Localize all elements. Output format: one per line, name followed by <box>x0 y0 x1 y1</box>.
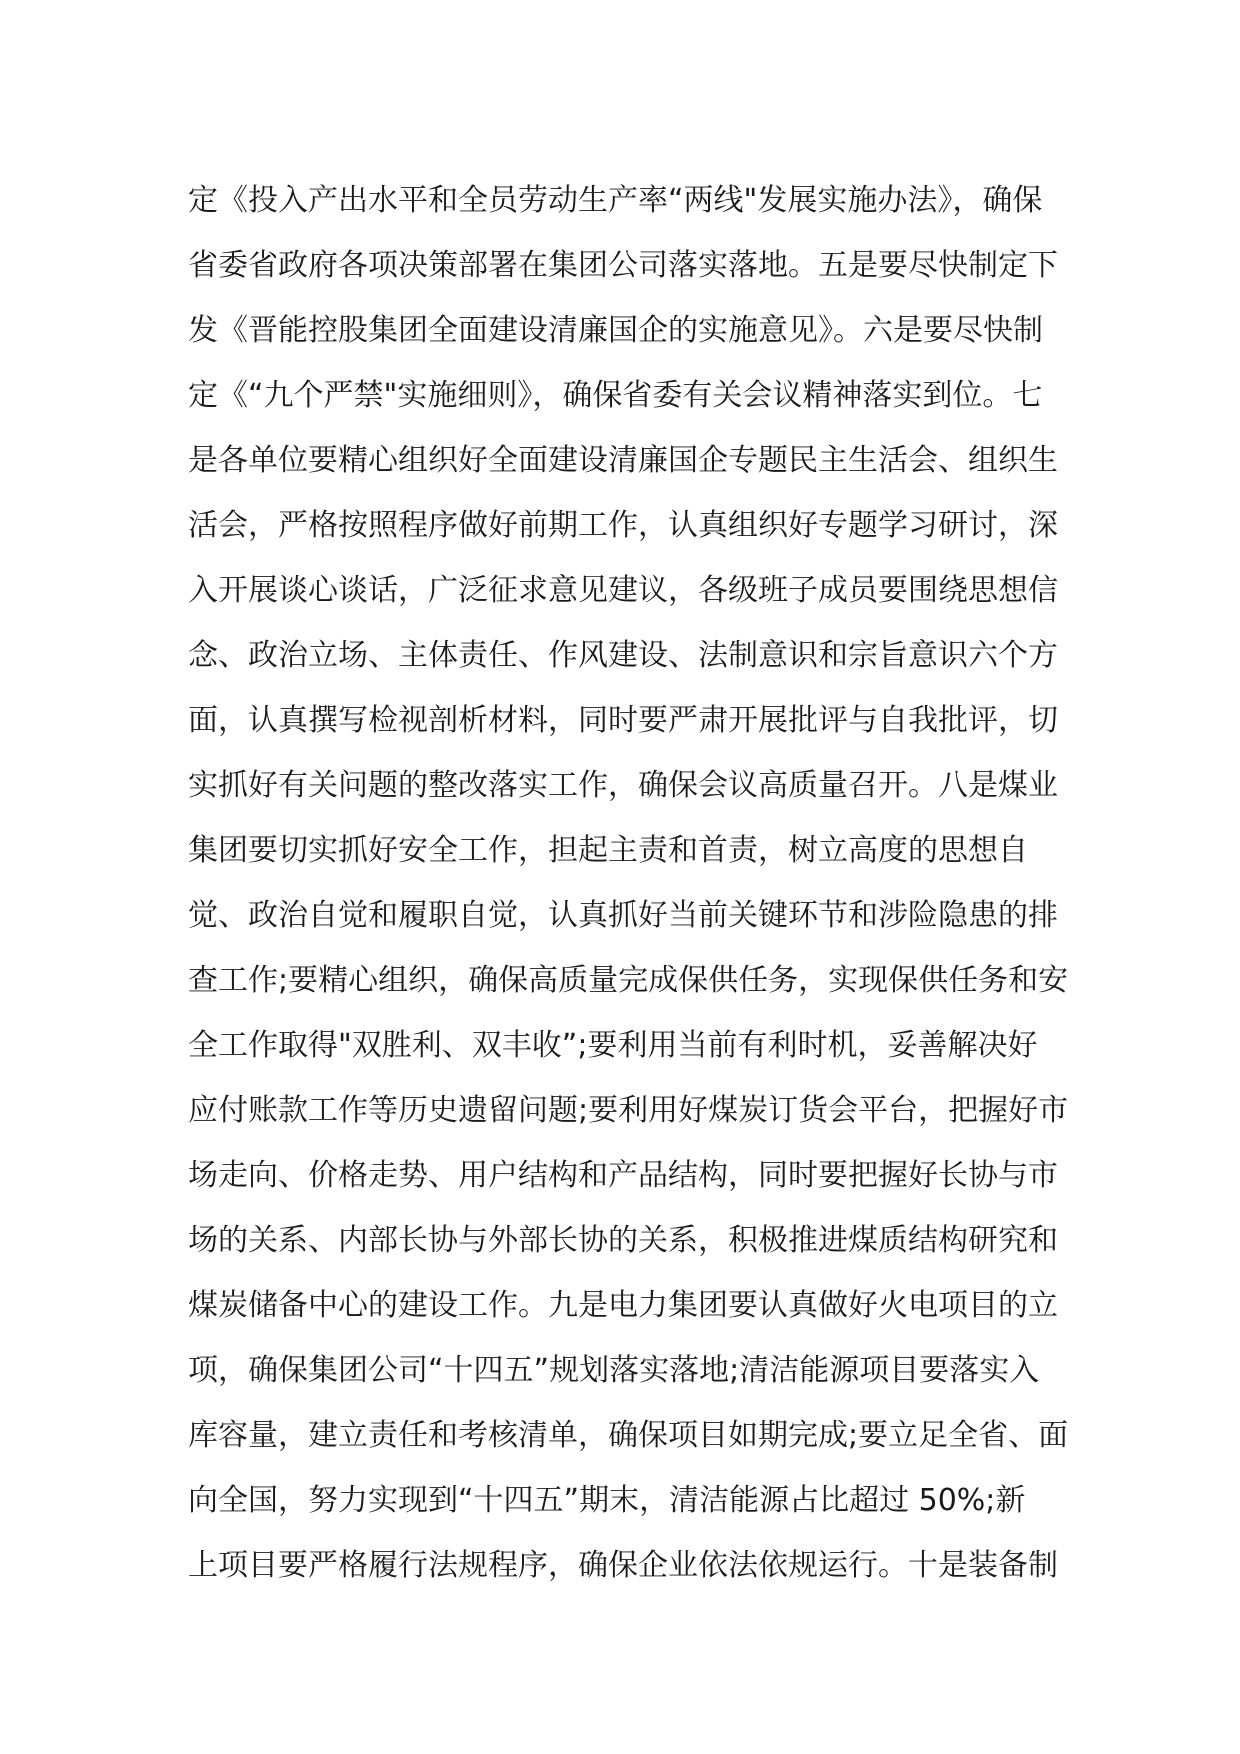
text-line: 念、政治立场、主体责任、作风建设、法制意识和宗旨意识六个方 <box>188 638 1058 673</box>
text-line: 查工作;要精心组织，确保高质量完成保供任务，实现保供任务和安 <box>188 963 1069 998</box>
text-line: 项，确保集团公司“十四五”规划落实落地;清洁能源项目要落实入 <box>188 1353 1040 1388</box>
text-line: 库容量，建立责任和考核清单，确保项目如期完成;要立足全省、面 <box>188 1418 1069 1453</box>
text-line: 上项目要严格履行法规程序，确保企业依法依规运行。十是装备制 <box>188 1548 1058 1583</box>
text-line: 场走向、价格走势、用户结构和产品结构，同时要把握好长协与市 <box>188 1158 1058 1193</box>
text-line: 入开展谈心谈话，广泛征求意见建议，各级班子成员要围绕思想信 <box>188 573 1058 608</box>
text-line: 活会，严格按照程序做好前期工作，认真组织好专题学习研讨，深 <box>188 508 1058 543</box>
text-line: 煤炭储备中心的建设工作。九是电力集团要认真做好火电项目的立 <box>188 1288 1058 1323</box>
text-line: 定《投入产出水平和全员劳动生产率“两线"发展实施办法》，确保 <box>188 183 1043 218</box>
text-line: 集团要切实抓好安全工作，担起主责和首责，树立高度的思想自 <box>188 833 1028 868</box>
text-line: 省委省政府各项决策部署在集团公司落实落地。五是要尽快制定下 <box>188 248 1058 283</box>
text-line: 面，认真撰写检视剖析材料，同时要严肃开展批评与自我批评，切 <box>188 703 1058 738</box>
text-line: 应付账款工作等历史遗留问题;要利用好煤炭订货会平台，把握好市 <box>188 1093 1069 1128</box>
text-line: 定《“九个严禁"实施细则》，确保省委有关会议精神落实到位。七 <box>188 378 1043 413</box>
text-line: 实抓好有关问题的整改落实工作，确保会议高质量召开。八是煤业 <box>188 768 1058 803</box>
text-line: 全工作取得"双胜利、双丰收”;要利用当前有利时机，妥善解决好 <box>188 1028 1038 1063</box>
text-line: 是各单位要精心组织好全面建设清廉国企专题民主生活会、组织生 <box>188 443 1058 478</box>
text-line: 发《晋能控股集团全面建设清廉国企的实施意见》。六是要尽快制 <box>188 313 1043 348</box>
text-line: 场的关系、内部长协与外部长协的关系，积极推进煤质结构研究和 <box>188 1223 1058 1258</box>
body-paragraph <box>188 168 1068 1598</box>
text-line: 向全国，努力实现到“十四五”期末，清洁能源占比超过 50%;新 <box>188 1483 1026 1518</box>
text-line: 觉、政治自觉和履职自觉，认真抓好当前关键环节和涉险隐患的排 <box>188 898 1058 933</box>
